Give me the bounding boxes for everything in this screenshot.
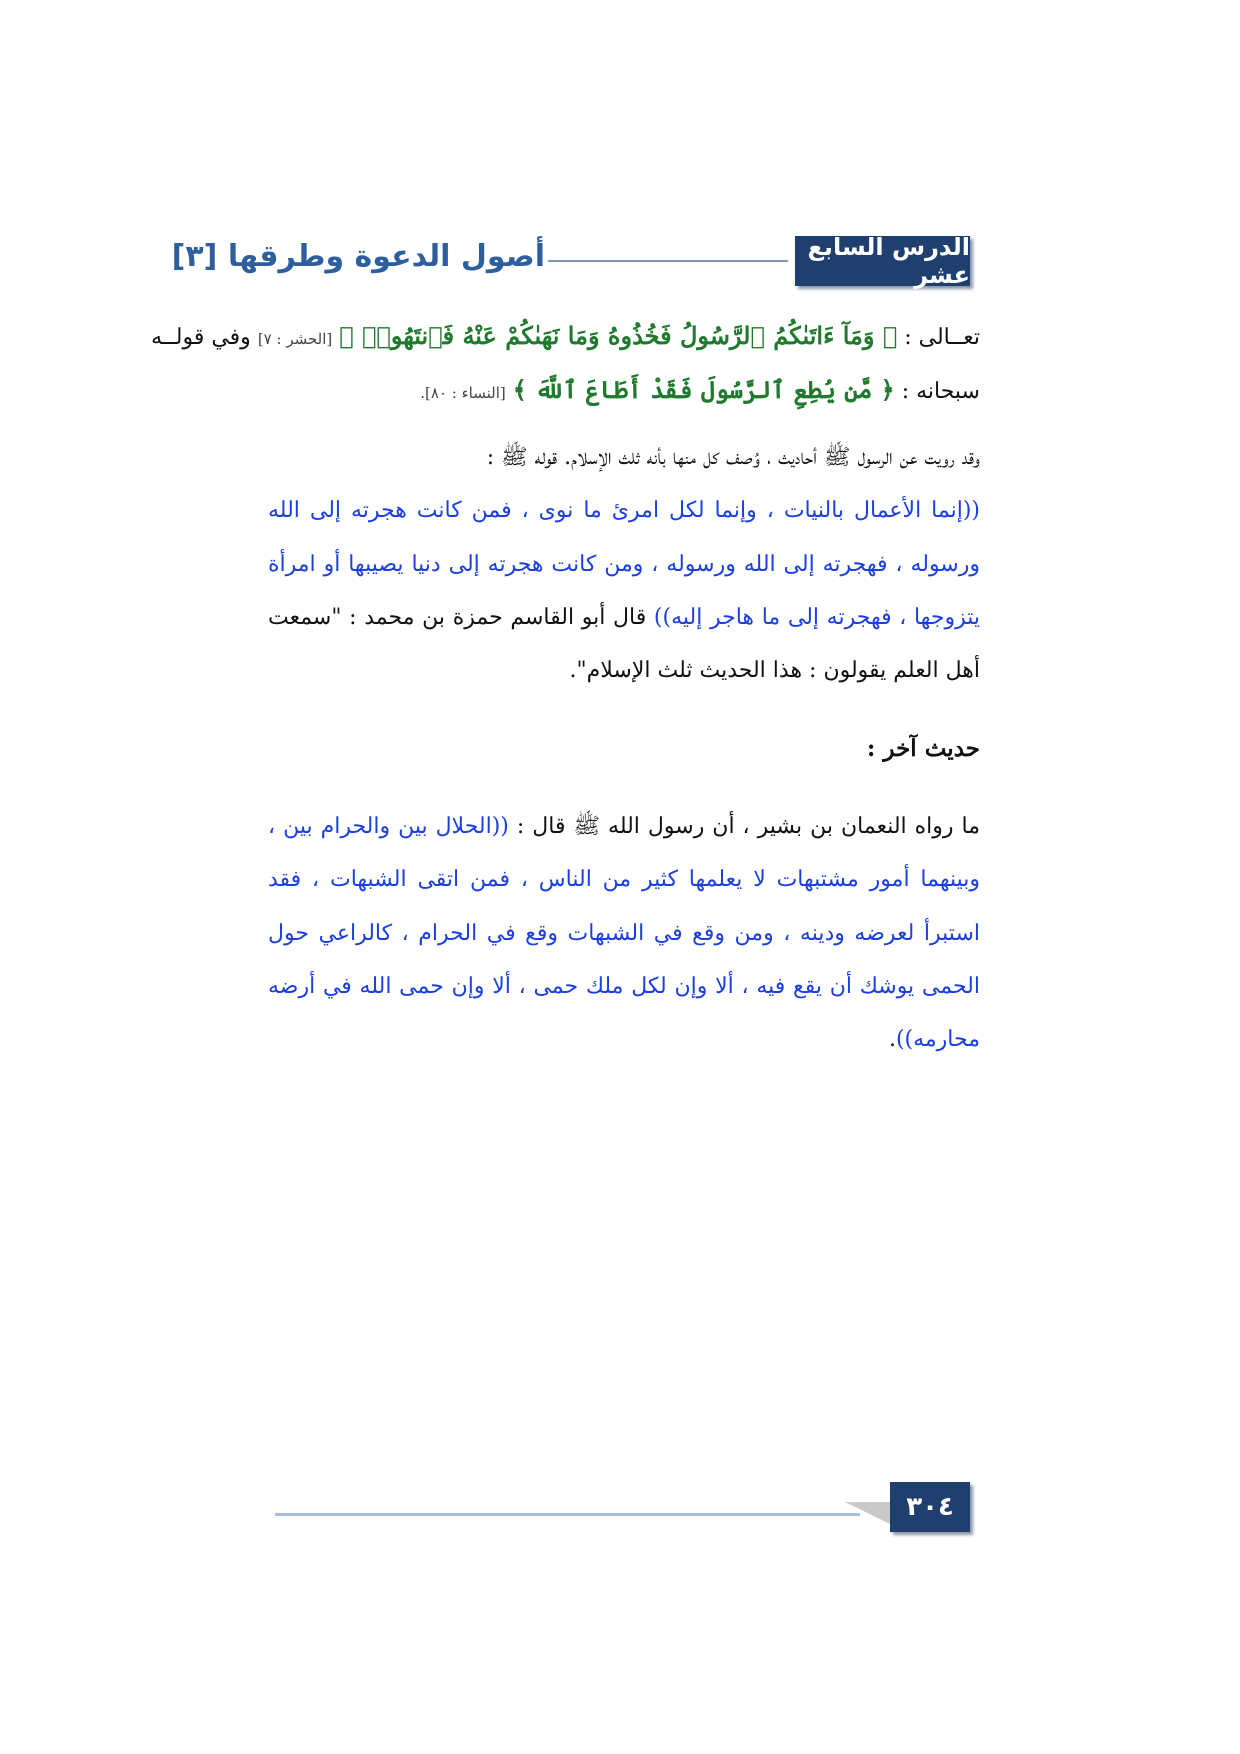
hadith-text: ((الحلال بين والحرام بين ، [268,814,509,839]
narration-text: قال أبو القاسم حمزة بن محمد : "سمعت [268,605,647,630]
sentence-end: . [888,1027,896,1052]
hadith-text: محارمه)) [895,1027,980,1052]
header-divider [548,260,788,262]
verse-line-1 [151,312,980,360]
hadith-text: يتزوجها ، فهجرته إلى ما هاجر إليه)) [653,605,981,630]
paragraph-line: وقد رويت عن الرسول ﷺ أحاديث ، وُصف كل منها بأنه ثلث الإسلام. قوله ﷺ : [486,445,980,470]
hadith-line: الحمى يوشك أن يقع فيه ، ألا وإن لكل ملك حمى ، ألا وإن حمى الله في أرضه [268,974,980,999]
paragraph-line [268,803,980,851]
hadith-line: ورسوله ، فهجرته إلى الله ورسوله ، ومن كانت هجرته إلى دنيا يصيبها أو امرأة [268,552,980,577]
paragraph-line [268,594,980,642]
hadith-line: استبرأ لعرضه ودينه ، ومن وقع في الشبهات وقع في الحرام ، كالراعي حول [268,921,980,946]
lesson-label: الدرس السابع عشر [795,236,970,286]
paragraph-line: أهل العلم يقولون : هذا الحديث ثلث الإسلام". [569,658,980,683]
hadith-line: ((إنما الأعمال بالنيات ، وإنما لكل امرئ ما نوى ، فمن كانت هجرته إلى الله [268,498,980,523]
paragraph-line [268,1016,980,1064]
verse-reference: [الحشر : ٧] [257,330,333,348]
verse-intro: تعــالى : [904,325,980,350]
page-number: ٣٠٤ [890,1482,970,1532]
footer-divider [275,1513,860,1516]
quran-verse: ﴿ وَمَآ ءَاتَىٰكُمُ ٱلرَّسُولُ فَخُذُوهُ وَمَا نَهَىٰكُمْ عَنْهُ فَٱنتَهُوا۟ ﴾ [339,321,898,350]
section-heading: حديث آخر : [866,735,980,762]
verse-continuation: وفي قولــه [151,325,251,350]
quran-verse: ﴿ مَّن يُطِعِ ٱلرَّسُولَ فَقَدْ أَطَاعَ ٱللَّهَ ﴾ [512,375,895,404]
footer-shadow-wedge [845,1502,890,1524]
narration-text: ما رواه النعمان بن بشير ، أن رسول الله ﷺ قال : [516,814,981,839]
verse-reference: [النساء : ٨٠]. [420,384,506,402]
verse-line-2 [268,366,980,414]
verse-intro: سبحانه : [901,379,980,404]
hadith-line: وبينهما أمور مشتبهات لا يعلمها كثير من الناس ، فمن اتقى الشبهات ، فقد [268,867,980,892]
book-title: أصول الدعوة وطرقها [٣] [171,239,545,274]
